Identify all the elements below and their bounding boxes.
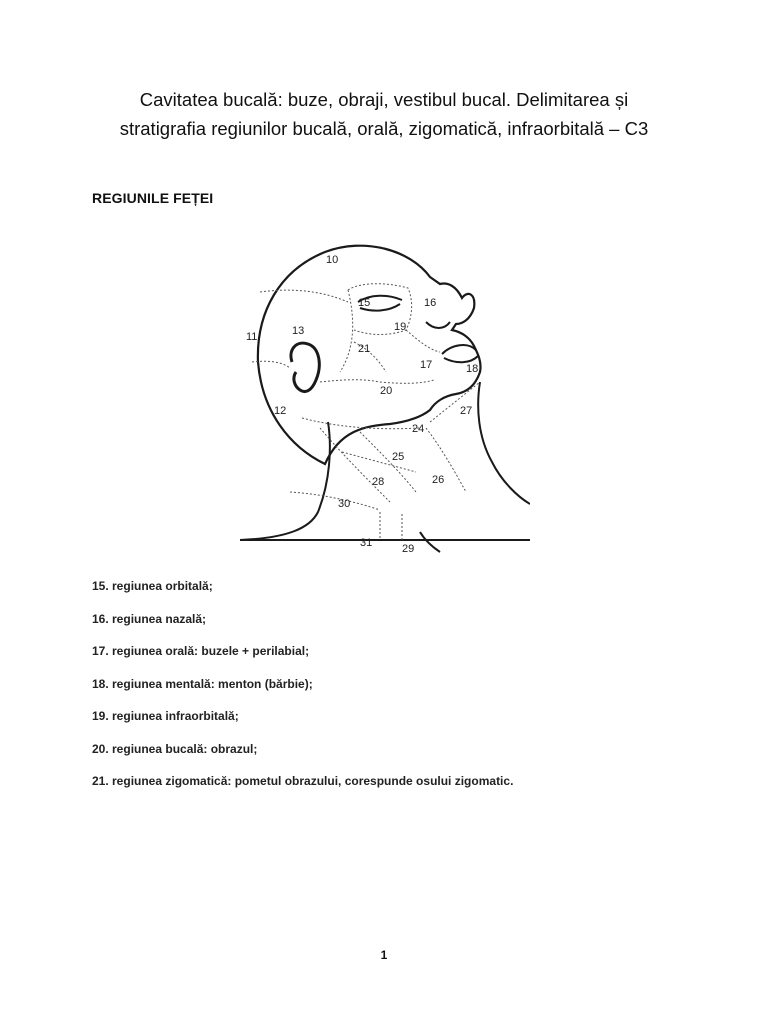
region-label-30: 30 bbox=[338, 498, 351, 510]
title-line-1: Cavitatea bucală: buze, obraji, vestibul bucal. Delimitarea și bbox=[139, 89, 629, 110]
nostril-outline bbox=[426, 322, 450, 328]
region-label-25: 25 bbox=[392, 451, 405, 463]
list-item: 15. regiunea orbitală; bbox=[92, 579, 213, 593]
ear-outline bbox=[291, 343, 319, 391]
mouth-outline bbox=[442, 345, 478, 362]
region-label-20: 20 bbox=[380, 385, 393, 397]
list-item: 20. regiunea bucală: obrazul; bbox=[92, 741, 258, 756]
region-label-19: 19 bbox=[394, 321, 407, 333]
region-label-31: 31 bbox=[360, 537, 373, 549]
list-item: 19. regiunea infraorbitală; bbox=[92, 709, 239, 723]
region-label-15: 15 bbox=[358, 297, 371, 309]
list-item: 17. regiunea orală: buzele + perilabial; bbox=[92, 644, 310, 658]
title-line-2: stratigrafia regiunilor bucală, orală, zigomatică, infraorbitală – C3 bbox=[119, 118, 649, 139]
region-label-21: 21 bbox=[358, 343, 371, 355]
region-label-26: 26 bbox=[432, 474, 445, 486]
region-label-28: 28 bbox=[372, 476, 385, 488]
region-label-18: 18 bbox=[466, 363, 479, 375]
region-label-29: 29 bbox=[402, 543, 415, 555]
region-label-13: 13 bbox=[292, 325, 305, 337]
region-label-12: 12 bbox=[274, 405, 287, 417]
region-label-11: 11 bbox=[246, 331, 258, 343]
face-regions-figure bbox=[230, 232, 530, 564]
list-item: 21. regiunea zigomatică: pometul obrazului, corespunde osului zigomatic. bbox=[92, 774, 514, 788]
region-label-10: 10 bbox=[326, 254, 339, 266]
regions-list bbox=[92, 578, 513, 806]
list-item: 16. regiunea nazală; bbox=[92, 611, 207, 626]
list-item: 18. regiunea mentală: menton (bărbie); bbox=[92, 676, 313, 691]
region-label-27: 27 bbox=[460, 405, 473, 417]
head-neck-illustration bbox=[230, 232, 530, 564]
region-label-24: 24 bbox=[412, 423, 425, 435]
section-heading: REGIUNILE FEȚEI bbox=[92, 190, 214, 206]
page-number: 1 bbox=[380, 948, 388, 962]
region-label-17: 17 bbox=[420, 359, 433, 371]
document-title bbox=[60, 85, 708, 143]
region-label-16: 16 bbox=[424, 297, 437, 309]
